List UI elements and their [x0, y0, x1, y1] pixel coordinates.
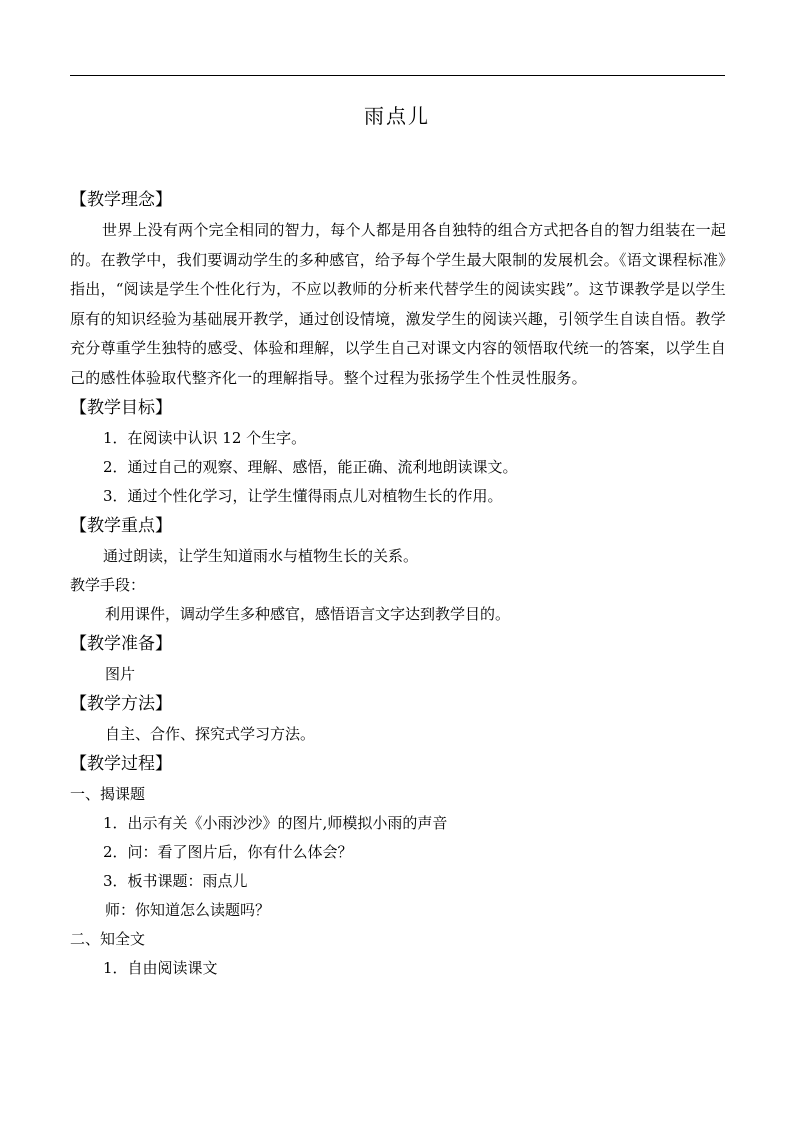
concept-paragraph: 世界上没有两个完全相同的智力，每个人都是用各自独特的组合方式把各自的智力组装在一起的。在教学中，我们要调动学生的多种感官，给予每个学生最大限制的发展机会。《语文课程标准》指出，“阅读是学生个性化行为，不应以教师的分析来代替学生的阅读实践”。这节课教学是以学生原有的知识经验为基础展开教学，通过创设情境，激发学生的阅读兴趣，引领学生自读自悟。教学充分尊重学生独特的感受、体验和理解，以学生自己对课文内容的领悟取代统一的答案，以学生自己的感性体验取代整齐化一的理解指导。整个过程为张扬学生个性灵性服务。 [70, 221, 726, 387]
preparation-text: 图片 [105, 665, 136, 683]
section-heading-preparation: 【教学准备】 [70, 634, 172, 654]
process-part-label: 二、知全文 [70, 930, 146, 948]
document-title: 雨点儿 [364, 104, 430, 128]
process-item: 1．自由阅读课文 [103, 959, 218, 977]
focus-text: 通过朗读，让学生知道雨水与植物生长的关系。 [103, 547, 419, 565]
section-heading-method: 【教学方法】 [70, 694, 172, 714]
goal-item: 3．通过个性化学习，让学生懂得雨点儿对植物生长的作用。 [103, 487, 503, 505]
process-item: 2．问：看了图片后，你有什么体会？ [103, 843, 353, 861]
document-body [70, 185, 726, 983]
process-item: 3．板书课题：雨点儿 [103, 872, 248, 890]
section-heading-focus: 【教学重点】 [70, 516, 172, 536]
section-heading-goals: 【教学目标】 [70, 398, 172, 418]
section-heading-concept: 【教学理念】 [70, 190, 172, 210]
method-text: 自主、合作、探究式学习方法。 [105, 725, 316, 743]
goal-item: 1．在阅读中认识 12 个生字。 [103, 429, 307, 447]
header-rule [70, 75, 725, 76]
means-label: 教学手段： [70, 576, 146, 594]
section-heading-process: 【教学过程】 [70, 754, 172, 774]
process-item: 1．出示有关《小雨沙沙》的图片,师模拟小雨的声音 [103, 814, 448, 832]
process-item: 师：你知道怎么读题吗？ [105, 901, 271, 919]
goal-item: 2．通过自己的观察、理解、感悟，能正确、流利地朗读课文。 [103, 458, 518, 476]
means-text: 利用课件，调动学生多种感官，感悟语言文字达到教学目的。 [105, 605, 511, 623]
process-part-label: 一、揭课题 [70, 785, 146, 803]
